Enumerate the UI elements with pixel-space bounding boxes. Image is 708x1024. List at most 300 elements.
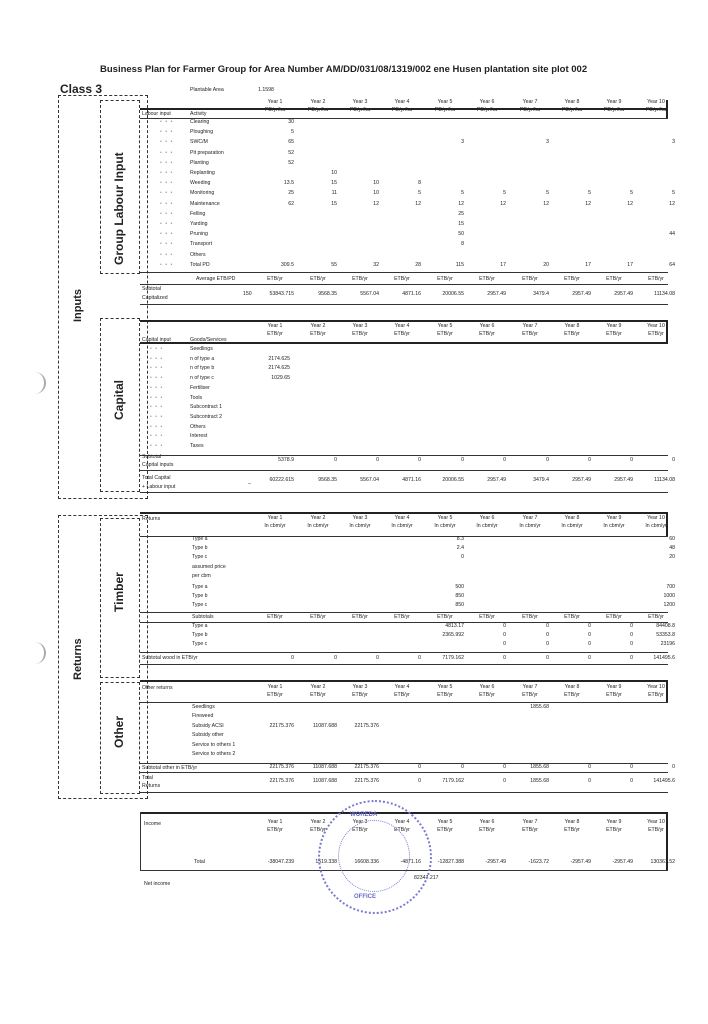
etb-unit: ETB/yr bbox=[522, 276, 538, 282]
timber-revenue-value: 2365.992 bbox=[442, 632, 464, 638]
unit-header: ETB/yr bbox=[606, 331, 622, 337]
year-header: Year 4 bbox=[394, 515, 410, 521]
year-header: Year 6 bbox=[479, 323, 495, 329]
year-header: Year 6 bbox=[479, 819, 495, 825]
year-header: Year 4 bbox=[394, 684, 410, 690]
income-total-value: 130361.52 bbox=[650, 859, 675, 865]
dots-icon: • • • bbox=[150, 423, 164, 430]
labour-header-left: Labour input bbox=[142, 111, 171, 117]
capital-total-value: 4871.16 bbox=[402, 477, 421, 483]
unit-header: PD/yr/ha bbox=[349, 107, 371, 113]
year-header: Year 5 bbox=[437, 684, 453, 690]
dots-icon: • • • bbox=[150, 394, 164, 401]
activity-value: 5 bbox=[588, 190, 591, 197]
other-total-label2: Returns bbox=[142, 783, 161, 789]
activity-value: 5 bbox=[546, 190, 549, 197]
activity-value: 5 bbox=[291, 129, 294, 136]
other-subtotal-label: Subtotal other in ETB/yr bbox=[142, 765, 198, 771]
etb-unit: ETB/yr bbox=[606, 276, 622, 282]
capital-item-label: Others bbox=[190, 423, 206, 430]
timber-revenue-value: 23196 bbox=[660, 641, 675, 647]
unit-header: PD/yr/ha bbox=[645, 107, 667, 113]
etb-unit: ETB/yr bbox=[606, 614, 622, 620]
other-total-label1: Total bbox=[142, 775, 153, 781]
labour-subtotal-label: Subtotal bbox=[142, 286, 162, 292]
other-item-label: Fireweed bbox=[192, 713, 214, 720]
capital-subtotal-value: 0 bbox=[418, 457, 421, 463]
unit-header: In cbm/yr bbox=[603, 523, 625, 529]
activity-label: Transport bbox=[190, 241, 213, 248]
capital-item-label: Seedlings bbox=[190, 346, 213, 352]
activity-value: 17 bbox=[627, 261, 633, 268]
labour-subtotal-value: 3479.4 bbox=[533, 291, 549, 297]
class-label: Class 3 bbox=[60, 82, 103, 96]
etb-unit: ETB/yr bbox=[394, 276, 410, 282]
activity-label: Yarding bbox=[190, 221, 208, 227]
year-header: Year 8 bbox=[564, 99, 580, 105]
activity-label: Others bbox=[190, 251, 206, 258]
timber-subtotal-value: 0 bbox=[503, 655, 506, 661]
other-item-value: 11087.688 bbox=[312, 722, 337, 729]
income-total-value: -2957.49 bbox=[612, 859, 633, 865]
capital-item-label: Tools bbox=[190, 394, 203, 401]
unit-header: ETB/yr bbox=[648, 331, 664, 337]
dots-icon: • • • bbox=[160, 139, 174, 146]
other-item-label: Seedlings bbox=[192, 704, 215, 710]
unit-header: PD/yr/ha bbox=[391, 107, 413, 113]
year-header: Year 8 bbox=[564, 323, 580, 329]
unit-header: In cbm/yr bbox=[561, 523, 583, 529]
timber-revenue-value: 0 bbox=[503, 623, 506, 629]
dots-icon: • • • bbox=[150, 365, 164, 372]
other-total-value: 11087.688 bbox=[312, 778, 337, 784]
year-header: Year 9 bbox=[606, 323, 622, 329]
dots-icon: • • • bbox=[160, 241, 174, 248]
activity-value: 44 bbox=[669, 231, 675, 238]
capital-subtotal-value: 0 bbox=[461, 457, 464, 463]
year-header: Year 6 bbox=[479, 684, 495, 690]
activity-value: 28 bbox=[415, 261, 421, 268]
unit-header: ETB/yr bbox=[564, 331, 580, 337]
unit-header: PD/yr/ha bbox=[603, 107, 625, 113]
activity-value: 12 bbox=[415, 200, 421, 207]
capital-total-label2: + Labour input bbox=[142, 484, 176, 490]
stamp-text-bottom: OFFICE bbox=[354, 894, 376, 900]
unit-header: ETB/yr bbox=[310, 827, 326, 833]
etb-unit: ETB/yr bbox=[267, 614, 283, 620]
activity-value: 5 bbox=[630, 190, 633, 197]
year-header: Year 7 bbox=[522, 684, 538, 690]
returns-label: Returns bbox=[72, 638, 84, 680]
year-header: Year 6 bbox=[479, 515, 495, 521]
unit-header: ETB/yr bbox=[522, 331, 538, 337]
dots-icon: • • • bbox=[160, 261, 174, 268]
dots-icon: • • • bbox=[150, 384, 164, 391]
dots-icon: • • • bbox=[160, 210, 174, 217]
other-total-value: 1855.68 bbox=[530, 778, 549, 784]
etb-unit: ETB/yr bbox=[479, 614, 495, 620]
activity-label: Monitoring bbox=[190, 190, 215, 197]
income-total-label: Total bbox=[194, 859, 205, 865]
dots-icon: • • • bbox=[160, 200, 174, 207]
year-header: Year 7 bbox=[522, 515, 538, 521]
timber-revenue-value: 0 bbox=[630, 623, 633, 629]
dots-icon: • • • bbox=[160, 190, 174, 197]
capital-subtotal-value: 0 bbox=[546, 457, 549, 463]
dots-icon: • • • bbox=[160, 129, 174, 136]
capital-subtotal-label1: Subtotal bbox=[142, 454, 162, 460]
other-total-value: 0 bbox=[418, 778, 421, 784]
capital-total-label1: Total Capital bbox=[142, 475, 171, 481]
labour-subtotal-value: 20006.55 bbox=[442, 291, 464, 297]
activity-value: 3 bbox=[461, 139, 464, 146]
other-table bbox=[140, 680, 675, 795]
year-header: Year 5 bbox=[437, 323, 453, 329]
timber-volume-value: 0 bbox=[461, 554, 464, 560]
year-header: Year 9 bbox=[606, 99, 622, 105]
timber-volume-value: 60 bbox=[669, 536, 675, 542]
unit-header: PD/yr/ha bbox=[307, 107, 329, 113]
other-item-label: Service to others 1 bbox=[192, 741, 236, 748]
unit-header: ETB/yr bbox=[479, 331, 495, 337]
other-item-label: Service to others 2 bbox=[192, 751, 236, 757]
capital-subtotal-value: 0 bbox=[376, 457, 379, 463]
etb-unit: ETB/yr bbox=[479, 276, 495, 282]
unit-header: ETB/yr bbox=[479, 692, 495, 698]
unit-header: ETB/yr bbox=[310, 331, 326, 337]
activity-value: 309.5 bbox=[281, 261, 294, 268]
unit-header: ETB/yr bbox=[267, 827, 283, 833]
unit-header: In cbm/yr bbox=[349, 523, 371, 529]
activity-value: 10 bbox=[373, 180, 379, 187]
dots-icon: • • • bbox=[160, 180, 174, 187]
income-header-left: Income bbox=[144, 821, 162, 827]
year-header: Year 3 bbox=[352, 515, 368, 521]
other-total-value: 22175.376 bbox=[354, 778, 379, 784]
net-income-value: 82347.217 bbox=[414, 875, 439, 881]
activity-value: 52 bbox=[288, 159, 294, 166]
unit-header: In cbm/yr bbox=[519, 523, 541, 529]
labour-subtotal-value: 2957.49 bbox=[572, 291, 591, 297]
etb-unit: ETB/yr bbox=[522, 614, 538, 620]
activity-value: 12 bbox=[373, 200, 379, 207]
other-header-left: Other returns bbox=[142, 685, 173, 691]
timber-subtotal-value: 0 bbox=[291, 655, 294, 661]
unit-header: ETB/yr bbox=[479, 827, 495, 833]
timber-subtotal-value: 0 bbox=[588, 655, 591, 661]
activity-value: 25 bbox=[458, 210, 464, 217]
year-header: Year 3 bbox=[352, 819, 368, 825]
timber-revenue-value: 0 bbox=[546, 641, 549, 647]
labour-subtotal-value: 11134.08 bbox=[654, 291, 675, 297]
activity-label: SWC/M bbox=[190, 139, 208, 146]
capital-item-label: Fertiliser bbox=[190, 384, 210, 391]
activity-value: 50 bbox=[458, 231, 464, 238]
timber-header-left: Returns bbox=[142, 516, 161, 522]
activity-value: 3 bbox=[546, 139, 549, 146]
unit-header: ETB/yr bbox=[648, 827, 664, 833]
other-total-value: 0 bbox=[503, 778, 506, 784]
other-subtotal-value: 0 bbox=[503, 764, 506, 770]
activity-value: 3 bbox=[672, 139, 675, 146]
labour-subtotal-value: 53843.715 bbox=[269, 291, 294, 297]
other-subtotal-value: 0 bbox=[672, 764, 675, 770]
other-subtotal-value: 0 bbox=[630, 764, 633, 770]
timber-volume-value: 20 bbox=[669, 554, 675, 560]
capital-total-value: 3479.4 bbox=[533, 477, 549, 483]
income-total-value: -4871.16 bbox=[400, 859, 421, 865]
timber-price-value: 1000 bbox=[663, 593, 675, 599]
capital-item-label: Subcontract 2 bbox=[190, 413, 223, 420]
timber-label: Timber bbox=[112, 572, 126, 612]
timber-price-value: 1200 bbox=[663, 602, 675, 608]
activity-value: 12 bbox=[458, 200, 464, 207]
unit-header: In cbm/yr bbox=[476, 523, 498, 529]
timber-price-value: 850 bbox=[455, 593, 464, 599]
assumed-label1: assumed price bbox=[192, 564, 226, 570]
unit-header: In cbm/yr bbox=[645, 523, 667, 529]
activity-value: 17 bbox=[500, 261, 506, 268]
other-total-value: 141495.6 bbox=[653, 778, 675, 784]
unit-header: ETB/yr bbox=[606, 692, 622, 698]
labour-capitalized-label: Capitalized bbox=[142, 295, 168, 301]
timber-revenue-value: 53353.8 bbox=[656, 632, 675, 638]
etb-unit: ETB/yr bbox=[648, 614, 664, 620]
timber-volume-value: 2.4 bbox=[456, 545, 464, 551]
unit-header: PD/yr/ha bbox=[561, 107, 583, 113]
capital-total-value: 20006.55 bbox=[442, 477, 464, 483]
year-header: Year 2 bbox=[310, 99, 326, 105]
dots-icon: • • • bbox=[160, 251, 174, 258]
activity-value: 25 bbox=[288, 190, 294, 197]
year-header: Year 4 bbox=[394, 819, 410, 825]
dots-icon: • • • bbox=[150, 346, 164, 352]
capital-header-goods: Goods/Services bbox=[190, 337, 227, 343]
etb-unit: ETB/yr bbox=[352, 276, 368, 282]
assumed-label2: per cbm bbox=[192, 573, 211, 579]
activity-label: Maintenance bbox=[190, 200, 220, 207]
capital-item-label: n of type a bbox=[190, 355, 215, 362]
timber-price-value: 700 bbox=[666, 584, 675, 590]
etb-unit: ETB/yr bbox=[437, 614, 453, 620]
stamp-text-top: WOREDA bbox=[350, 812, 378, 818]
inputs-label: Inputs bbox=[72, 289, 84, 322]
year-header: Year 8 bbox=[564, 515, 580, 521]
capital-item-value: 1029.65 bbox=[271, 375, 290, 382]
timber-table bbox=[140, 512, 675, 670]
labour-subtotal-value: 5567.04 bbox=[360, 291, 379, 297]
timber-type-label: Type c bbox=[192, 602, 208, 608]
dots-icon: • • • bbox=[150, 355, 164, 362]
income-total-value: -12827.388 bbox=[437, 859, 464, 865]
timber-subtotal-value: 0 bbox=[418, 655, 421, 661]
activity-value: 12 bbox=[543, 200, 549, 207]
year-header: Year 7 bbox=[522, 819, 538, 825]
year-header: Year 4 bbox=[394, 323, 410, 329]
etb-unit: ETB/yr bbox=[564, 276, 580, 282]
avg-label: Average ETB/PD bbox=[196, 276, 236, 282]
year-header: Year 2 bbox=[310, 323, 326, 329]
capital-item-label: n of type b bbox=[190, 365, 215, 372]
capital-label: Capital bbox=[112, 379, 126, 420]
timber-type-label: Type a bbox=[192, 536, 208, 542]
year-header: Year 3 bbox=[352, 99, 368, 105]
net-income-label: Net income bbox=[144, 881, 171, 887]
timber-revenue-value: 0 bbox=[546, 623, 549, 629]
other-total-value: 0 bbox=[588, 778, 591, 784]
timber-type-label: Type a bbox=[192, 584, 208, 590]
capital-subtotal-value: 0 bbox=[334, 457, 337, 463]
year-header: Year 9 bbox=[606, 684, 622, 690]
dots-icon: • • • bbox=[160, 149, 174, 156]
year-header: Year 1 bbox=[267, 515, 283, 521]
capital-total-value: 5567.04 bbox=[360, 477, 379, 483]
unit-header: PD/yr/ha bbox=[434, 107, 456, 113]
timber-subtotal-value: 7179.162 bbox=[442, 655, 464, 661]
etb-unit: ETB/yr bbox=[437, 276, 453, 282]
activity-value: 13.5 bbox=[283, 180, 294, 187]
activity-value: 32 bbox=[373, 261, 379, 268]
other-item-value: 1855.68 bbox=[530, 704, 549, 710]
other-subtotal-value: 0 bbox=[588, 764, 591, 770]
unit-header: ETB/yr bbox=[437, 692, 453, 698]
dots-icon: • • • bbox=[150, 433, 164, 440]
timber-subtotal-value: 0 bbox=[376, 655, 379, 661]
year-header: Year 4 bbox=[394, 99, 410, 105]
etb-unit: ETB/yr bbox=[267, 276, 283, 282]
activity-value: 65 bbox=[288, 139, 294, 146]
year-header: Year 3 bbox=[352, 323, 368, 329]
capital-item-value: 2174.625 bbox=[268, 355, 290, 362]
timber-type-label: Type c bbox=[192, 554, 208, 560]
labour-subtotal-value: 9568.35 bbox=[318, 291, 337, 297]
timber-type-label: Type b bbox=[192, 593, 208, 599]
etb-unit: ETB/yr bbox=[564, 614, 580, 620]
timber-price-value: 500 bbox=[455, 584, 464, 590]
plantable-area-value: 1.1598 bbox=[258, 87, 274, 93]
dots-icon: • • • bbox=[160, 231, 174, 238]
capital-item-label: n of type c bbox=[190, 375, 214, 382]
income-total-value: -2957.49 bbox=[485, 859, 506, 865]
year-header: Year 1 bbox=[267, 323, 283, 329]
year-header: Year 10 bbox=[647, 819, 665, 825]
etb-unit: ETB/yr bbox=[310, 614, 326, 620]
other-item-value: 22175.376 bbox=[269, 722, 294, 729]
year-header: Year 5 bbox=[437, 99, 453, 105]
year-header: Year 5 bbox=[437, 819, 453, 825]
capital-total-dash: _ bbox=[248, 479, 251, 485]
unit-header: ETB/yr bbox=[564, 692, 580, 698]
unit-header: In cbm/yr bbox=[307, 523, 329, 529]
capital-subtotal-label2: Capital inputs bbox=[142, 462, 174, 468]
labour-subtotal-value: 2957.49 bbox=[614, 291, 633, 297]
other-item-value: 22175.376 bbox=[354, 722, 379, 729]
income-total-value: -1623.72 bbox=[528, 859, 549, 865]
etb-unit: ETB/yr bbox=[310, 276, 326, 282]
dots-icon: • • • bbox=[160, 221, 174, 227]
activity-label: Total PD bbox=[190, 261, 210, 268]
other-item-label: Subsidy other bbox=[192, 732, 224, 739]
capital-total-value: 11134.08 bbox=[654, 477, 675, 483]
unit-header: ETB/yr bbox=[564, 827, 580, 833]
timber-revenue-value: 0 bbox=[630, 641, 633, 647]
unit-header: ETB/yr bbox=[522, 827, 538, 833]
unit-header: In cbm/yr bbox=[264, 523, 286, 529]
income-total-value: -38047.239 bbox=[267, 859, 294, 865]
activity-value: 30 bbox=[288, 119, 294, 125]
dots-icon: • • • bbox=[150, 404, 164, 411]
capital-subtotal-value: 5378.9 bbox=[278, 457, 294, 463]
activity-value: 12 bbox=[585, 200, 591, 207]
capital-total-value: 9568.35 bbox=[318, 477, 337, 483]
dots-icon: • • • bbox=[160, 170, 174, 176]
timber-revenue-value: 0 bbox=[630, 632, 633, 638]
other-total-value: 22175.376 bbox=[269, 778, 294, 784]
year-header: Year 1 bbox=[267, 819, 283, 825]
plantable-area-label: Plantable Area bbox=[190, 87, 224, 93]
avg-value: 150 bbox=[243, 291, 252, 297]
capital-subtotal-value: 0 bbox=[630, 457, 633, 463]
activity-value: 62 bbox=[288, 200, 294, 207]
timber-revenue-value: 0 bbox=[588, 641, 591, 647]
other-label: Other bbox=[112, 715, 126, 748]
capital-total-value: 2957.49 bbox=[572, 477, 591, 483]
year-header: Year 10 bbox=[647, 515, 665, 521]
capital-header-left: Capital input bbox=[142, 337, 171, 343]
timber-subtotal-value: 0 bbox=[630, 655, 633, 661]
timber-revenue-value: 0 bbox=[588, 632, 591, 638]
other-subtotal-value: 22175.376 bbox=[269, 764, 294, 770]
capital-total-value: 60222.615 bbox=[269, 477, 294, 483]
activity-value: 5 bbox=[418, 190, 421, 197]
etb-unit: ETB/yr bbox=[394, 614, 410, 620]
year-header: Year 9 bbox=[606, 819, 622, 825]
capital-subtotal-value: 0 bbox=[503, 457, 506, 463]
activity-value: 8 bbox=[461, 241, 464, 248]
labour-subtotal-value: 4871.16 bbox=[402, 291, 421, 297]
year-header: Year 2 bbox=[310, 515, 326, 521]
activity-label: Felling bbox=[190, 210, 206, 217]
unit-header: In cbm/yr bbox=[391, 523, 413, 529]
capital-subtotal-value: 0 bbox=[588, 457, 591, 463]
unit-header: ETB/yr bbox=[310, 692, 326, 698]
timber-type-label: Type a bbox=[192, 623, 208, 629]
timber-volume-value: 48 bbox=[669, 545, 675, 551]
unit-header: ETB/yr bbox=[267, 692, 283, 698]
activity-label: Clearing bbox=[190, 119, 210, 125]
activity-value: 5 bbox=[672, 190, 675, 197]
unit-header: ETB/yr bbox=[648, 692, 664, 698]
unit-header: In cbm/yr bbox=[434, 523, 456, 529]
capital-total-value: 2957.49 bbox=[487, 477, 506, 483]
etb-unit: ETB/yr bbox=[352, 614, 368, 620]
capital-total-value: 2957.49 bbox=[614, 477, 633, 483]
unit-header: ETB/yr bbox=[606, 827, 622, 833]
capital-item-value: 2174.625 bbox=[268, 365, 290, 372]
activity-value: 115 bbox=[455, 261, 464, 268]
unit-header: PD/yr/ha bbox=[519, 107, 541, 113]
dots-icon: • • • bbox=[150, 443, 164, 449]
year-header: Year 8 bbox=[564, 819, 580, 825]
income-total-value: 16608.336 bbox=[354, 859, 379, 865]
year-header: Year 10 bbox=[647, 684, 665, 690]
year-header: Year 2 bbox=[310, 819, 326, 825]
binder-hole bbox=[30, 642, 46, 664]
unit-header: ETB/yr bbox=[352, 331, 368, 337]
activity-value: 5 bbox=[503, 190, 506, 197]
timber-type-label: Type c bbox=[192, 641, 208, 647]
activity-label: Pit preparation bbox=[190, 149, 224, 156]
